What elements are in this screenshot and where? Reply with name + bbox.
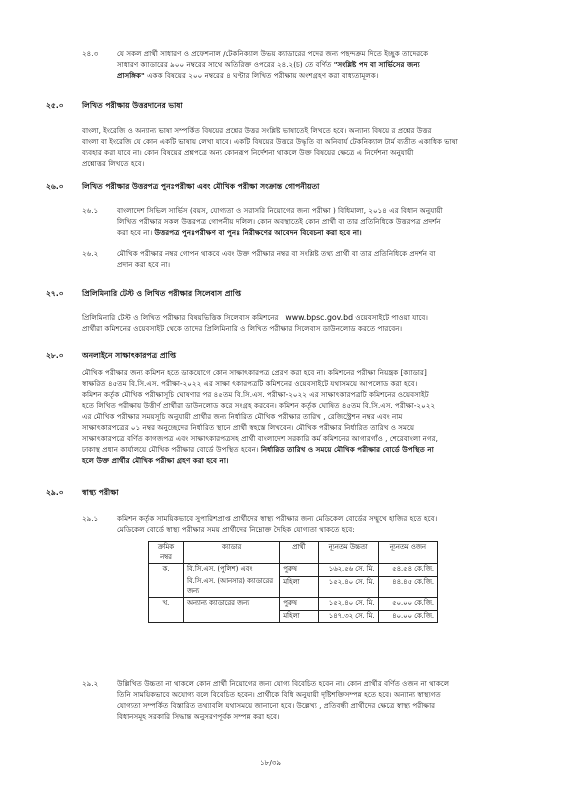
table-cell: মহিলা bbox=[280, 610, 318, 623]
table-row bbox=[149, 564, 438, 577]
table-cell: ৪৪.৪৫ কে.জি. bbox=[378, 576, 437, 598]
table-cell: ১৪৭.৩২ সে. মি. bbox=[318, 610, 378, 623]
paragraph-line: বাংলাদেশ সিভিল সার্ভিস (বয়স, যোগ্যতা ও সরাসরি নিয়োগের জন্য পরীক্ষা ) বিধিমালা, ২০১৪ এর বিধান অনুযায়ী bbox=[117, 206, 443, 215]
paragraph-line: যে সকল প্রার্থী সাধারণ ও প্রফেশনাল /টেকনিক্যাল উভয় ক্যাডারের পদের জন্য পছন্দক্রম দিতে ইচ্ছুক তাদেরকে bbox=[117, 49, 429, 58]
section-heading: লিখিত পরীক্ষার উত্তরপত্র পুনঃপরীক্ষা এবং মৌখিক পরীক্ষা সংক্রান্ত গোপনীয়তা bbox=[82, 182, 320, 191]
paragraph-line: মেডিকেল বোর্ডে স্বাস্থ্য পরীক্ষার সময় প্রার্থীদের নিম্নোক্ত দৈহিক যোগ্যতা থাকতে হবে: bbox=[117, 525, 355, 534]
paragraph-line bbox=[117, 59, 420, 70]
text-run: একক বিষয়ের ২০০ নম্বরের ৪ ঘণ্টার লিখিত পরীক্ষায় অংশগ্রহণ করা বাধ্যতামূলক। bbox=[147, 71, 379, 80]
paragraph-line bbox=[82, 312, 428, 323]
bold-text: "সংশ্লিষ্ট পদ বা সার্ভিসের জন্য bbox=[333, 60, 420, 69]
paragraph-line bbox=[82, 444, 434, 455]
table-cell: মহিলা bbox=[280, 576, 318, 598]
paragraph-line: হতে লিখিত পরীক্ষায় উত্তীর্ণ প্রার্থীরা ডাউনলোড করে সংগ্রহ করবেন। কমিশন কর্তৃক ঘোষিত ৪৫তম বি.সি.এস. পরীক্ষা-২০২২ bbox=[82, 401, 436, 410]
table-cell: ক. bbox=[149, 564, 184, 598]
table-cell: অন্যান্য ক্যাডারের জন্য bbox=[183, 598, 279, 623]
paragraph-line: প্রশ্নোত্তর লিখতে হবে। bbox=[82, 159, 145, 168]
paragraph-line: প্রার্থীরা কমিশনের ওয়েবসাইট থেকে তাদের প্রিলিমিনারি ও লিখিত পরীক্ষার সিলেবাস ডাউনলোড করতে পারবেন। bbox=[82, 324, 403, 333]
section-heading: প্রিলিমিনারি টেস্ট ও লিখিত পরীক্ষার সিলেবাস প্রাপ্তি bbox=[82, 289, 242, 298]
paragraph-line: লিখিত পরীক্ষার সকল উত্তরপত্র গোপনীয় দলিল। কোন অবস্থাতেই কোন প্রার্থী বা তার প্রতিনিধিকে উত্তরপত্র প্রদর্শন bbox=[117, 217, 441, 226]
text-run: করা হবে না। bbox=[117, 228, 153, 237]
text-run: সাধারণ ক্যাডারের ৯০০ নম্বরের সাথে অতিরিক্ত ওপরের ২৪.২(চ) তে বর্ণিত bbox=[117, 60, 332, 69]
paragraph-line bbox=[82, 455, 228, 466]
paragraph-line: মৌখিক পরীক্ষার জন্য কমিশন হতে ডাকযোগে কোন সাক্ষাৎকারপত্র প্রেরণ করা হবে না। কমিশনের পরীক্ষা নিয়ন্ত্রক [ক্যাডার] bbox=[82, 368, 427, 377]
subsection-number: ২৬.২ bbox=[82, 249, 99, 258]
table-cell: পুরুষ bbox=[280, 598, 318, 611]
bold-text: প্রাসঙ্গিক" bbox=[117, 71, 145, 80]
table-header: ক্রমিক নম্বর bbox=[149, 542, 184, 564]
subsection-number: ২৯.১ bbox=[82, 514, 99, 523]
paragraph-line: কমিশন কর্তৃক সাময়িকভাবে সুপারিশপ্রাপ্ত প্রার্থীদের স্বাস্থ্য পরীক্ষার জন্য মেডিকেল বোর্ডের সম্মুখে হাজির হতে হবে। bbox=[117, 514, 438, 523]
paragraph-line: প্রদান করা হবে না। bbox=[117, 260, 171, 269]
page-number: ১৮/৩৯ bbox=[260, 758, 282, 767]
paragraph-line: এর মৌখিক পরীক্ষার সময়সূচি অনুযায়ী প্রার্থীর জন্য নির্ধারিত মৌখিক পরীক্ষার তারিখ , রেজিস্ট্রেশন নম্বর এবং নাম bbox=[82, 412, 403, 421]
section-number: ২৬.০ bbox=[46, 182, 64, 191]
section-number: ২৪.৩ bbox=[82, 49, 99, 58]
paragraph-line: উল্লিখিত উচ্চতা না থাকলে কোন প্রার্থী নিয়োগের জন্য যোগ্য বিবেচিত হবেন না। কোন প্রার্থীর বর্ণিত ওজন না থাকলে bbox=[117, 679, 450, 688]
paragraph-line: বিধানসমূহ সরকারি সিদ্ধান্ত অনুসরণপূর্বক সম্পন্ন করা হবে। bbox=[117, 712, 280, 721]
table-cell: ১৫২.৪০ সে. মি. bbox=[318, 598, 378, 611]
table-header: ন্যূনতম ওজন bbox=[378, 542, 437, 564]
paragraph-line: স্বাক্ষরিত ৪৫তম বি.সি.এস. পরীক্ষা-২০২২ এর সাক্ষা ৎকারপত্রটি কমিশনের ওয়েবসাইটে যথাসময়ে আপলোড করা হবে। bbox=[82, 379, 418, 388]
table-cell: ১৫২.৪০ সে. মি. bbox=[318, 576, 378, 598]
table-cell: ৫৪.৫৪ কে.জি. bbox=[378, 564, 437, 577]
table-header-row bbox=[149, 542, 438, 564]
bold-text: হলে উক্ত প্রার্থীর মৌখিক পরীক্ষা গ্রহণ করা হবে না। bbox=[82, 456, 229, 465]
section-heading: স্বাস্থ্য পরীক্ষা bbox=[82, 488, 119, 497]
subsection-number: ২৯.২ bbox=[82, 679, 99, 688]
paragraph-line bbox=[117, 70, 378, 81]
physical-requirements-table bbox=[148, 541, 438, 623]
paragraph-line: বাংলা, ইংরেজি ও অন্যান্য ভাষা সম্পর্কিত বিষয়ের প্রশ্নের উত্তর সংশ্লিষ্ট ভাষাতেই লিখতে হবে। অন্যান্য বিষয়ে র প্রশ্নের উত্তর bbox=[82, 126, 432, 135]
subsection-number: ২৬.১ bbox=[82, 206, 99, 215]
table-cell: খ. bbox=[149, 598, 184, 623]
table-cell: বি.সি.এস. (আনসার) ক্যাডারের জন্য bbox=[183, 576, 279, 598]
section-number: ২৯.০ bbox=[46, 488, 64, 497]
paragraph-line: ব্যবহার করা যাবে না। কোন বিষয়ের প্রশ্নপত্রে অন্য কোনরূপ নির্দেশনা থাকলে উক্ত বিষয়ের ক্ষেত্রে এ নির্দেশনা অনুযায়ী bbox=[82, 148, 414, 157]
text-run: ওয়েবসাইটে পাওয়া যাবে। bbox=[355, 313, 428, 322]
table-header: ন্যূনতম উচ্চতা bbox=[318, 542, 378, 564]
bold-text: নির্ধারিত তারিখ ও সময়ে মৌখিক পরীক্ষার বোর্ডে উপস্থিত না bbox=[260, 445, 434, 454]
table-header: প্রার্থী bbox=[280, 542, 318, 564]
table-cell: পুরুষ bbox=[280, 564, 318, 577]
section-number: ২৭.০ bbox=[46, 289, 64, 298]
paragraph-line: যোগ্যতা সম্পর্কিত বিস্তারিত তথ্যাবলি যথাসময়ে জানানো হবে। উল্লেখ্য , প্রতিবন্ধী প্রার্থীদের ক্ষেত্রে স্বাস্থ্য পরীক্ষার bbox=[117, 701, 436, 710]
section-heading: লিখিত পরীক্ষায় উত্তরদানের ভাষা bbox=[82, 101, 183, 110]
section-number: ২৫.০ bbox=[46, 101, 64, 110]
table-cell: ৪০.০০ কে.জি. bbox=[378, 610, 437, 623]
website-link[interactable]: www.bpsc.gov.bd bbox=[285, 313, 354, 322]
paragraph-line: সাক্ষাৎকারপত্রে বর্ণিত কাগজপত্র এবং সাক্ষাৎকারপত্রসহ প্রার্থী বাংলাদেশ সরকারি কর্ম কমিশনের আগারগাঁও , শেরেবাংলা নগর, bbox=[82, 434, 438, 443]
paragraph-line bbox=[117, 227, 362, 238]
section-number: ২৮.০ bbox=[46, 351, 64, 360]
table-cell: ১৬২.৫৬ সে. মি. bbox=[318, 564, 378, 577]
paragraph-line: মৌখিক পরীক্ষার নম্বর গোপন থাকবে এবং উক্ত পরীক্ষার নম্বর বা সংশ্লিষ্ট তথ্য প্রার্থী বা তার প্রতিনিধিকে প্রদর্শন বা bbox=[117, 249, 436, 258]
paragraph-line: কমিশন কর্তৃক মৌখিক পরীক্ষাসূচি ঘোষণার পর ৪৫তম বি.সি.এস. পরীক্ষা-২০২২ এর সাক্ষাৎকারপত্রটি কমিশনের ওয়েবসাইট bbox=[82, 390, 429, 399]
paragraph-line: তিনি সাময়িকভাবে অযোগ্য বলে বিবেচিত হবেন। প্রার্থীকে বিধি অনুযায়ী দৃষ্টিশক্তিসম্পন্ন হতে হবে। অন্যান্য স্বাস্থ্যগত bbox=[117, 690, 441, 699]
paragraph-line: বাংলা বা ইংরেজি যে কোন একটি ভাষায় লেখা যাবে। একটি বিষয়ের উত্তরে উদ্ধৃতি বা অনিবার্য টেকনিক্যাল টার্ম ব্যতীত একাধিক ভাষা bbox=[82, 137, 458, 146]
table-header: ক্যাডার bbox=[183, 542, 279, 564]
bold-text: উত্তরপত্র পুনঃপরীক্ষণ বা পুনঃ নিরীক্ষণের আবেদন বিবেচনা করা হবে না। bbox=[154, 228, 362, 237]
table-cell: বি.সি.এস. (পুলিশ) এবং bbox=[183, 564, 279, 577]
table-cell: ৫০.০০ কে.জি. bbox=[378, 598, 437, 611]
section-heading: অনলাইনে সাক্ষাৎকারপত্র প্রাপ্তি bbox=[82, 351, 177, 360]
text-run: ঢাকাস্থ প্রধান কার্যালয়ে মৌখিক পরীক্ষার বোর্ডে উপস্থিত হবেন। bbox=[82, 445, 259, 454]
text-run: প্রিলিমিনারি টেস্ট ও লিখিত পরীক্ষার বিষয়ভিত্তিক সিলেবাস কমিশনের bbox=[82, 313, 279, 322]
paragraph-line: সাক্ষাৎকারপত্রের ০১ নম্বর অনুচ্ছেদের নির্ধারিত স্থানে প্রার্থী স্বহস্তে লিখবেন। মৌখিক পরীক্ষার নির্ধারিত তারিখ ও সময়ে bbox=[82, 423, 415, 432]
table-row bbox=[149, 598, 438, 611]
table-row bbox=[149, 576, 438, 598]
